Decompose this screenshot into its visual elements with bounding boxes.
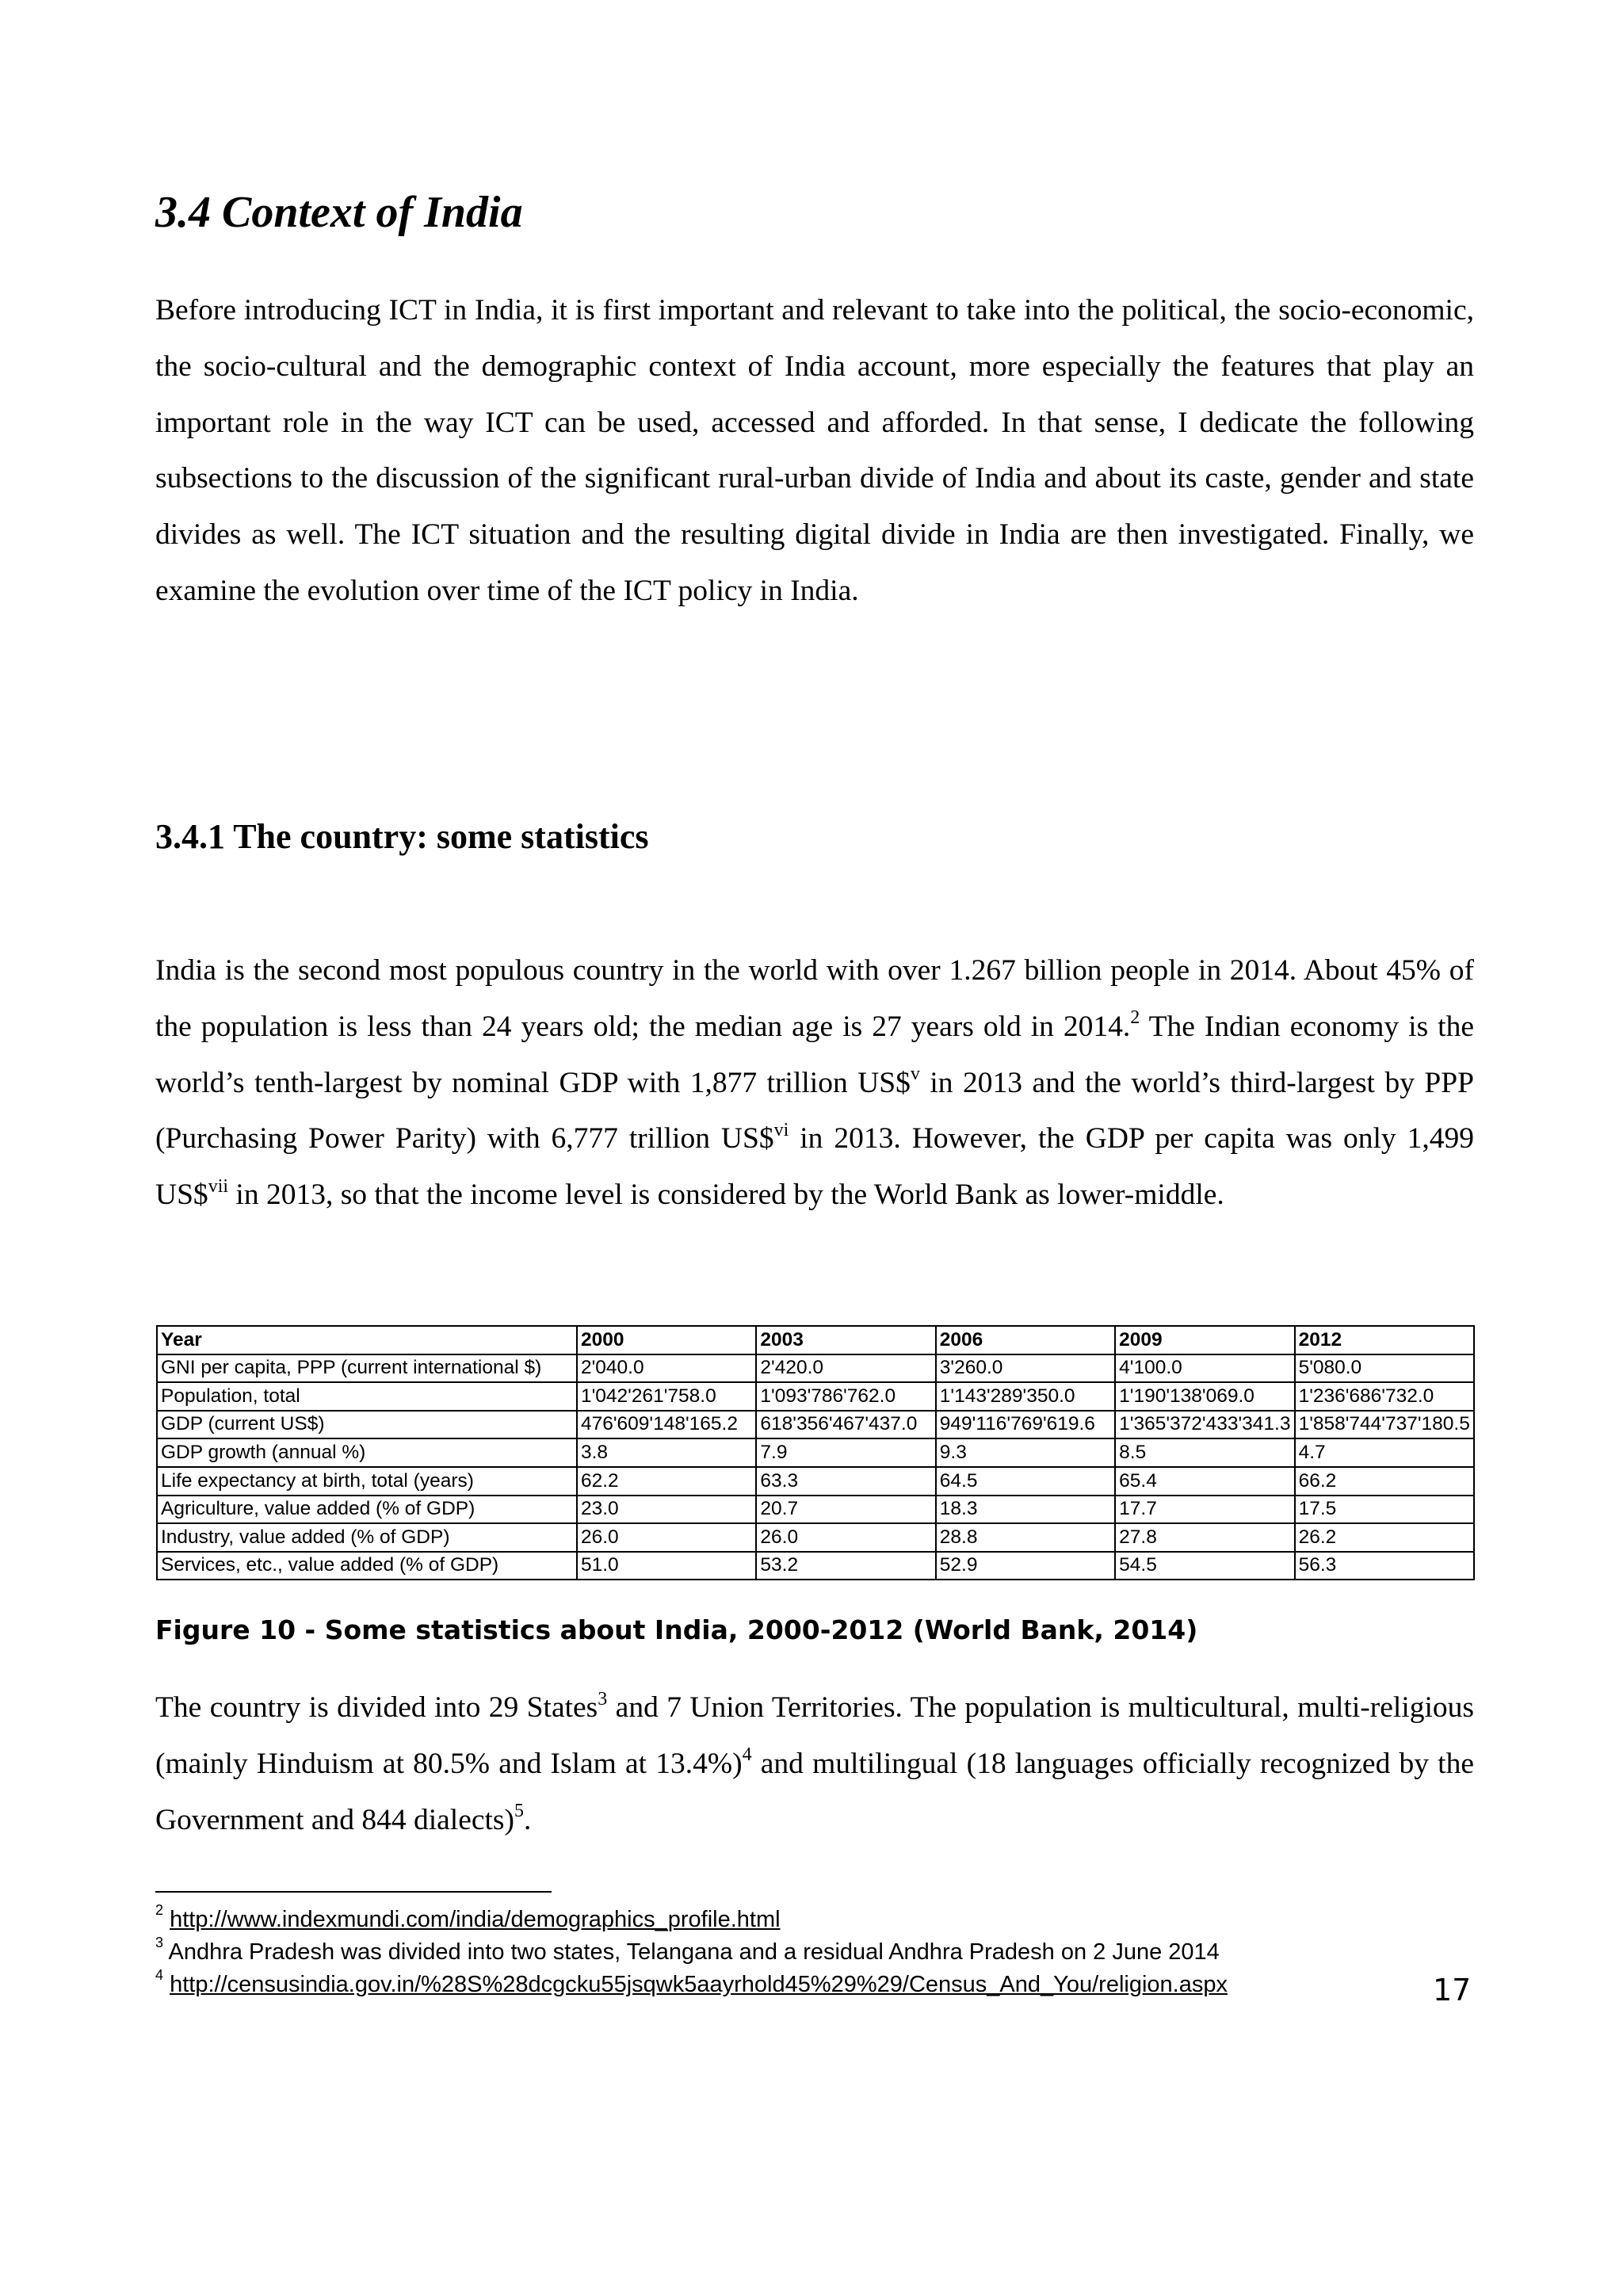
table-row: [157, 1438, 1474, 1467]
table-header-cell: 2009: [1115, 1326, 1294, 1354]
statistics-text-2: The Indian economy is the world’s tenth-largest by nominal GDP with 1,877 trillion US$: [155, 1010, 1474, 1099]
table-header-cell: 2006: [936, 1326, 1115, 1354]
table-cell: GNI per capita, PPP (current international $): [157, 1354, 577, 1383]
table-cell: GDP (current US$): [157, 1411, 577, 1439]
table-cell: 26.2: [1295, 1523, 1474, 1552]
statistics-text-5: in 2013, so that the income level is considered by the World Bank as lower-middle.: [228, 1179, 1224, 1212]
table-cell: 65.4: [1115, 1467, 1294, 1496]
table-cell: 54.5: [1115, 1552, 1294, 1580]
table-row: [157, 1523, 1474, 1552]
table-cell: 1'858'744'737'180.5: [1295, 1411, 1474, 1439]
table-cell: 27.8: [1115, 1523, 1294, 1552]
figure-caption: Figure 10 - Some statistics about India, 2000-2012 (World Bank, 2014): [155, 1614, 1198, 1645]
table-cell: 949'116'769'619.6: [936, 1411, 1115, 1439]
table-cell: 64.5: [936, 1467, 1115, 1496]
table-cell: 5'080.0: [1295, 1354, 1474, 1383]
table-cell: 28.8: [936, 1523, 1115, 1552]
subsection-title: 3.4.1 The country: some statistics: [155, 817, 649, 856]
footnote-item: [155, 1969, 1503, 2001]
footnote-marker: 4: [155, 1967, 164, 1984]
footnote-marker: 3: [155, 1935, 164, 1951]
intro-paragraph: Before introducing ICT in India, it is first important and relevant to take into the political, the socio-economic, the socio-cultural and the demographic context of India account, more especially the features that play an important role in the way ICT can be used, accessed and afforded. In that sense, I dedicate the following subsections to the discussion of the significant rural-urban divide of India and about its caste, gender and state divides as well. The ICT situation and the resulting digital divide in India are then investigated. Finally, we examine the evolution over time of the ICT policy in India.: [155, 294, 1474, 607]
table-cell: Services, etc., value added (% of GDP): [157, 1552, 577, 1580]
closing-text-4: .: [524, 1803, 532, 1836]
table-cell: 9.3: [936, 1438, 1115, 1467]
footnote-ref-4: 4: [742, 1744, 752, 1766]
closing-text-3: and multilingual (18 languages officially recognized by the Government and 844 dialects): [155, 1747, 1474, 1836]
table-cell: 2'040.0: [577, 1354, 756, 1383]
section-title: 3.4 Context of India: [155, 188, 523, 237]
table-cell: 8.5: [1115, 1438, 1294, 1467]
footnote-marker: 2: [155, 1902, 164, 1919]
statistics-text-4: in 2013. However, the GDP per capita was only 1,499 US$: [155, 1122, 1475, 1212]
table-cell: 20.7: [756, 1496, 935, 1524]
table-cell: 4.7: [1295, 1438, 1474, 1467]
table-cell: 17.7: [1115, 1496, 1294, 1524]
india-statistics-table: [156, 1325, 1475, 1580]
table-cell: 56.3: [1295, 1552, 1474, 1580]
closing-text-1: The country is divided into 29 States: [155, 1691, 598, 1724]
table-cell: 17.5: [1295, 1496, 1474, 1524]
footnote-link[interactable]: http://censusindia.gov.in/%28S%28dcgcku55jsqwk5aayrhold45%29%29/Census_And_You/religion.aspx: [170, 1972, 1228, 1997]
endnote-ref-vi: vi: [773, 1119, 789, 1140]
table-row: [157, 1552, 1474, 1580]
statistics-text-3: in 2013 and the world’s third-largest by PPP (Purchasing Power Parity) with 6,777 trillion US$: [155, 1066, 1474, 1156]
page-number: 17: [1433, 1973, 1472, 2008]
table-cell: 476'609'148'165.2: [577, 1411, 756, 1439]
table-header-cell: Year: [157, 1326, 577, 1354]
table-row: [157, 1411, 1474, 1439]
footnote-ref-3: 3: [598, 1688, 608, 1710]
table-cell: 18.3: [936, 1496, 1115, 1524]
table-cell: 618'356'467'437.0: [756, 1411, 935, 1439]
table-cell: 26.0: [577, 1523, 756, 1552]
table-cell: 62.2: [577, 1467, 756, 1496]
closing-paragraph: [155, 1680, 1474, 1848]
table-cell: 23.0: [577, 1496, 756, 1524]
closing-text-2: and 7 Union Territories. The population is multicultural, multi-religious (mainly Hinduism at 80.5% and Islam at 13.4%): [155, 1691, 1475, 1780]
table-row: [157, 1467, 1474, 1496]
table-header-cell: 2000: [577, 1326, 756, 1354]
table-cell: 52.9: [936, 1552, 1115, 1580]
table-cell: GDP growth (annual %): [157, 1438, 577, 1467]
footnote-item: [155, 1936, 1503, 1969]
table-cell: 1'236'686'732.0: [1295, 1382, 1474, 1411]
footnote-ref-2: 2: [1130, 1007, 1140, 1029]
table-cell: Industry, value added (% of GDP): [157, 1523, 577, 1552]
footnote-separator: [155, 1891, 552, 1893]
table-cell: 1'093'786'762.0: [756, 1382, 935, 1411]
table-cell: Life expectancy at birth, total (years): [157, 1467, 577, 1496]
table-cell: 66.2: [1295, 1467, 1474, 1496]
table-header-row: [157, 1326, 1474, 1354]
table-cell: 2'420.0: [756, 1354, 935, 1383]
footnote-link[interactable]: http://www.indexmundi.com/india/demographics_profile.html: [170, 1907, 781, 1932]
endnote-ref-v: v: [910, 1064, 920, 1085]
table-cell: 4'100.0: [1115, 1354, 1294, 1383]
statistics-paragraph: [155, 943, 1474, 1224]
table-cell: 26.0: [756, 1523, 935, 1552]
footnote-item: [155, 1904, 1503, 1936]
table-cell: 1'190'138'069.0: [1115, 1382, 1294, 1411]
table-cell: 51.0: [577, 1552, 756, 1580]
table-cell: 7.9: [756, 1438, 935, 1467]
table-row: [157, 1496, 1474, 1524]
endnote-ref-vii: vii: [208, 1175, 229, 1197]
table-cell: Agriculture, value added (% of GDP): [157, 1496, 577, 1524]
table-cell: 3.8: [577, 1438, 756, 1467]
table-cell: 53.2: [756, 1552, 935, 1580]
table-cell: 3'260.0: [936, 1354, 1115, 1383]
table-cell: 1'365'372'433'341.3: [1115, 1411, 1294, 1439]
statistics-text-1: India is the second most populous country in the world with over 1.267 billion people in 2014. About 45% of the population is less than 24 years old; the median age is 27 years old in 2014.: [155, 954, 1474, 1043]
footnotes: [155, 1904, 1503, 2001]
table-header-cell: 2012: [1295, 1326, 1474, 1354]
table-header-cell: 2003: [756, 1326, 935, 1354]
table-row: [157, 1354, 1474, 1383]
footnote-text: Andhra Pradesh was divided into two states, Telangana and a residual Andhra Pradesh on 2 June 2014: [168, 1939, 1220, 1965]
table-cell: 1'042'261'758.0: [577, 1382, 756, 1411]
footnote-ref-5: 5: [514, 1801, 524, 1822]
table-cell: 1'143'289'350.0: [936, 1382, 1115, 1411]
table-row: [157, 1382, 1474, 1411]
table-cell: 63.3: [756, 1467, 935, 1496]
table-cell: Population, total: [157, 1382, 577, 1411]
